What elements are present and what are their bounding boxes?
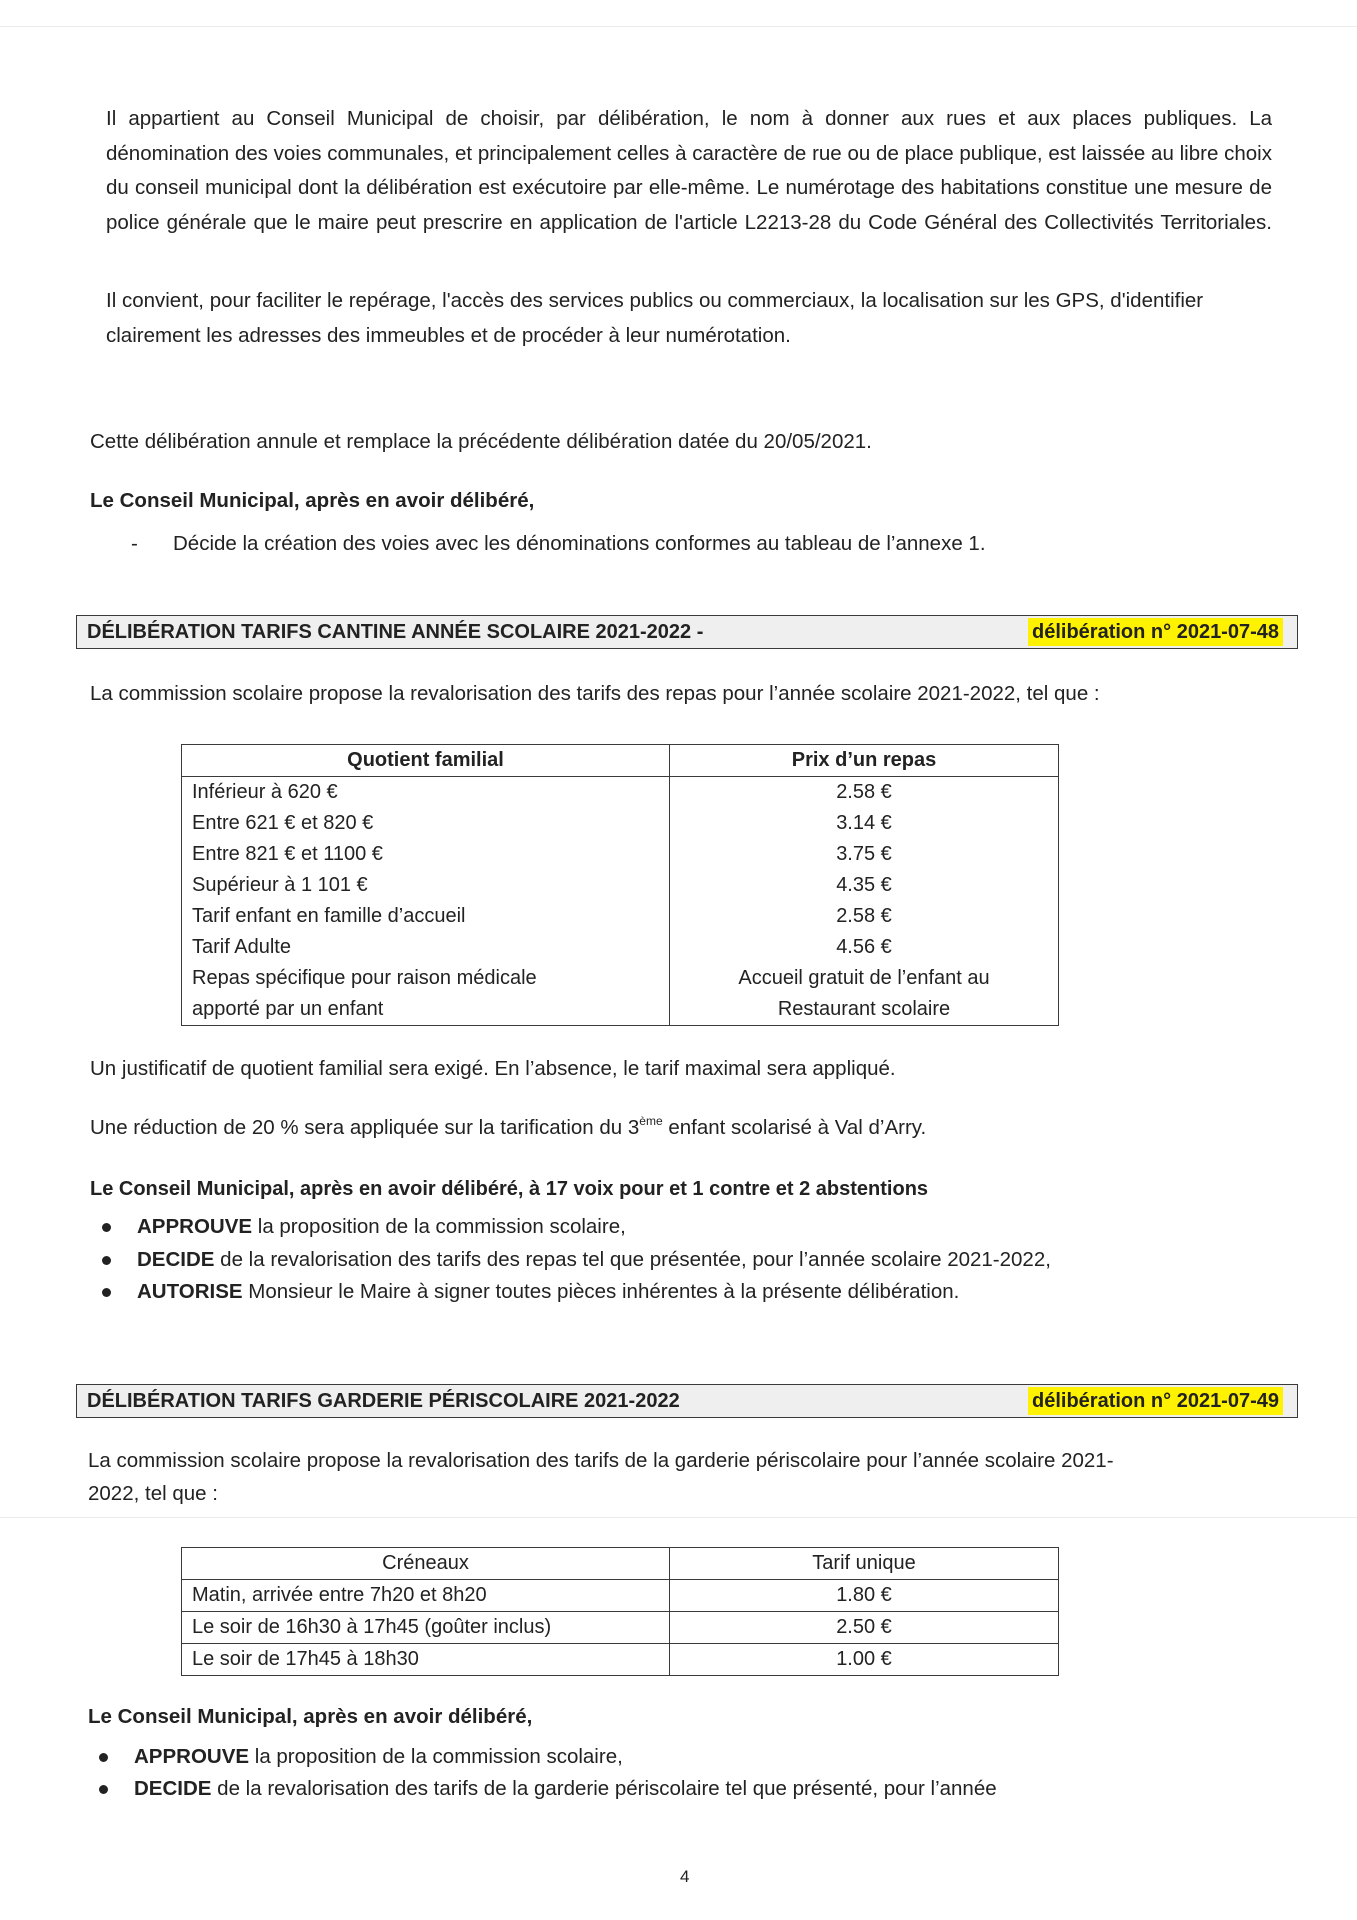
table-cell: Tarif enfant en famille d’accueil (182, 901, 670, 932)
deliberation-number: délibération n° 2021-07-48 (1028, 618, 1283, 646)
table-cell: Supérieur à 1 101 € (182, 870, 670, 901)
bullet-text: la proposition de la commission scolaire, (252, 1215, 626, 1238)
annulation-text: Cette délibération annule et remplace la précédente délibération datée du 20/05/2021. (90, 430, 872, 453)
justificatif-text: Un justificatif de quotient familial sera exigé. En l’absence, le tarif maximal sera appliqué. (90, 1057, 896, 1080)
table-cell: 4.56 € (670, 932, 1059, 963)
table-cell: Matin, arrivée entre 7h20 et 8h20 (182, 1580, 670, 1612)
bullet-text: la proposition de la commission scolaire, (249, 1745, 623, 1768)
table-header-row (182, 1548, 1059, 1580)
table-cell: 1.80 € (670, 1580, 1059, 1612)
column-header: Créneaux (182, 1548, 670, 1580)
bullet-icon (102, 1288, 111, 1297)
reduction-text-end: enfant scolarisé à Val d’Arry. (662, 1116, 927, 1139)
table-cell: Entre 621 € et 820 € (182, 808, 670, 839)
bullet-keyword: AUTORISE (137, 1280, 243, 1303)
council-statement: Le Conseil Municipal, après en avoir délibéré, (90, 489, 535, 512)
reduction-text-start: Une réduction de 20 % sera appliquée sur la tarification du 3 (90, 1116, 640, 1139)
table-cell: Repas spécifique pour raison médicale (182, 963, 670, 994)
table-row (182, 1612, 1059, 1644)
table-row (182, 839, 1059, 870)
council-statement: Le Conseil Municipal, après en avoir délibéré, à 17 voix pour et 1 contre et 2 abstentions (90, 1178, 929, 1200)
table-row (182, 994, 1059, 1026)
table-cell: Tarif Adulte (182, 932, 670, 963)
table-row (182, 870, 1059, 901)
scan-fold-rule (0, 1517, 1357, 1518)
bullet-icon (99, 1785, 108, 1794)
voies-decision: Décide la création des voies avec les dénominations conformes au tableau de l’annexe 1. (173, 532, 986, 555)
bullet-keyword: DECIDE (137, 1248, 215, 1271)
list-item (102, 1245, 1051, 1275)
garderie-intro-line-1: La commission scolaire propose la revalorisation des tarifs de la garderie périscolaire pour l’année scolaire 2021- (88, 1449, 1114, 1472)
cantine-intro: La commission scolaire propose la revalorisation des tarifs des repas pour l’année scolaire 2021-2022, tel que : (90, 682, 1100, 705)
bullet-text: Monsieur le Maire à signer toutes pièces inhérentes à la présente délibération. (242, 1280, 960, 1303)
list-item (99, 1742, 623, 1772)
bullet-text: de la revalorisation des tarifs des repas tel que présentée, pour l’année scolaire 2021-2022, (214, 1248, 1051, 1271)
table-cell: Accueil gratuit de l’enfant au (670, 963, 1059, 994)
intro-paragraph-1: Il appartient au Conseil Municipal de choisir, par délibération, le nom à donner aux rues et aux places publiques. La dénomination des voies communales, et principalement celles à caractère de rue ou de place publique, est laissée au libre choix du conseil municipal dont la délibération est exécutoire par elle-même. Le numérotage des habitations constitue une mesure de police générale que le maire peut prescrire en application de l'article L2213-28 du Code Général des Collectivités Territoriales. (106, 107, 1272, 234)
table-cell: 4.35 € (670, 870, 1059, 901)
page-number: 4 (680, 1867, 690, 1886)
cantine-section-header (76, 615, 1298, 649)
table-row (182, 808, 1059, 839)
bullet-icon (102, 1223, 111, 1232)
table-cell: 2.50 € (670, 1612, 1059, 1644)
table-row (182, 901, 1059, 932)
council-statement: Le Conseil Municipal, après en avoir délibéré, (88, 1705, 533, 1728)
table-cell: 2.58 € (670, 901, 1059, 932)
table-row (182, 777, 1059, 809)
bullet-keyword: DECIDE (134, 1777, 212, 1800)
bullet-keyword: APPROUVE (134, 1745, 250, 1768)
table-cell: 1.00 € (670, 1644, 1059, 1676)
garderie-section-header (76, 1384, 1298, 1418)
table-cell: Inférieur à 620 € (182, 777, 670, 809)
table-cell: 3.14 € (670, 808, 1059, 839)
table-row (182, 1644, 1059, 1676)
reduction-text (90, 1113, 926, 1143)
bullet-icon (102, 1256, 111, 1265)
deliberation-number: délibération n° 2021-07-49 (1028, 1387, 1283, 1415)
cantine-price-table (181, 744, 1059, 1026)
garderie-intro-line-2: 2022, tel que : (88, 1482, 218, 1505)
table-row (182, 932, 1059, 963)
column-header: Tarif unique (670, 1548, 1059, 1580)
decision-dash: - (131, 532, 138, 555)
intro-paragraph-2: Il convient, pour faciliter le repérage, l'accès des services publics ou commerciaux, la localisation sur les GPS, d'identifier clairement les adresses des immeubles et de procéder à leur numérotation. (106, 289, 1204, 347)
table-cell: Le soir de 17h45 à 18h30 (182, 1644, 670, 1676)
column-header: Prix d’un repas (670, 745, 1059, 777)
table-row (182, 1580, 1059, 1612)
garderie-price-table (181, 1547, 1059, 1676)
bullet-text: de la revalorisation des tarifs de la garderie périscolaire tel que présenté, pour l’année (211, 1777, 997, 1800)
bullet-icon (99, 1753, 108, 1762)
table-row (182, 963, 1059, 994)
list-item (102, 1277, 959, 1307)
section-title: DÉLIBÉRATION TARIFS CANTINE ANNÉE SCOLAIRE 2021-2022 - (87, 621, 704, 643)
table-cell: Restaurant scolaire (670, 994, 1059, 1026)
table-cell: Le soir de 16h30 à 17h45 (goûter inclus) (182, 1612, 670, 1644)
list-item (102, 1212, 626, 1242)
section-title: DÉLIBÉRATION TARIFS GARDERIE PÉRISCOLAIRE 2021-2022 (87, 1390, 680, 1412)
table-cell: apporté par un enfant (182, 994, 670, 1026)
column-header: Quotient familial (182, 745, 670, 777)
scan-top-rule (0, 26, 1357, 27)
table-cell: Entre 821 € et 1100 € (182, 839, 670, 870)
table-cell: 2.58 € (670, 777, 1059, 809)
ordinal-superscript: ème (639, 1114, 663, 1128)
table-header-row (182, 745, 1059, 777)
list-item (99, 1774, 997, 1804)
bullet-keyword: APPROUVE (137, 1215, 253, 1238)
table-cell: 3.75 € (670, 839, 1059, 870)
